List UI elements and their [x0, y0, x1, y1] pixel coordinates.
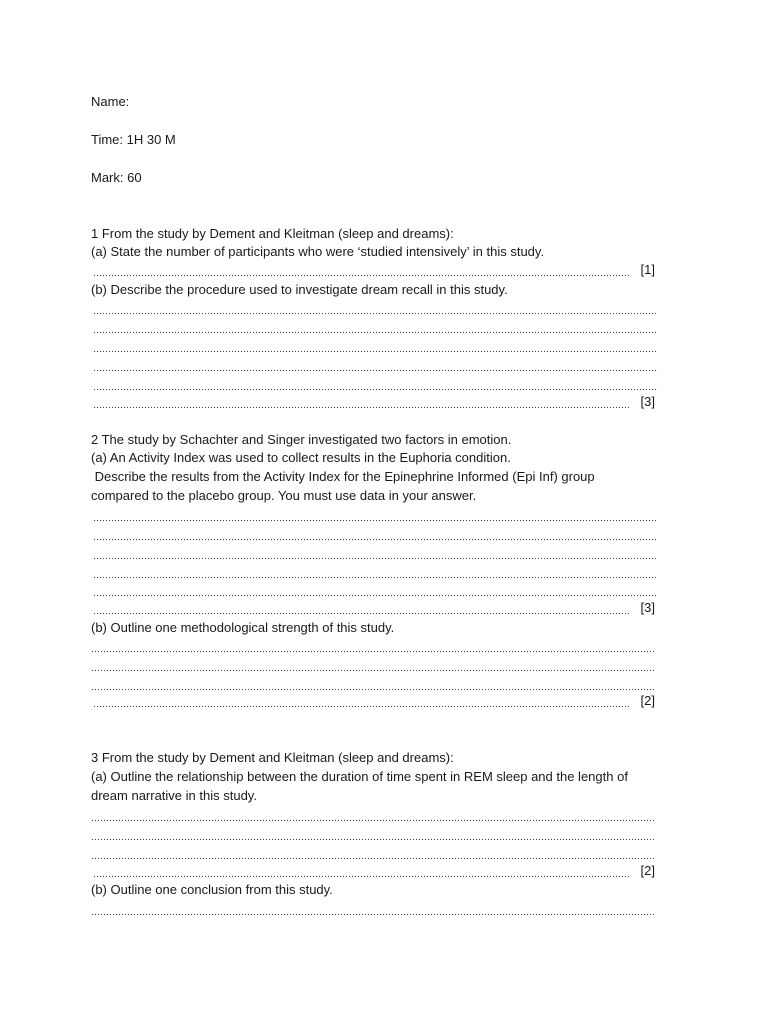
q2a-mark: [3]: [640, 601, 655, 615]
q1-intro: 1 From the study by Dement and Kleitman (sleep and dreams):: [91, 226, 454, 241]
q2b-answer-line[interactable]: [91, 639, 654, 653]
q2a-answer-line[interactable]: [93, 601, 655, 615]
q2b-answer-line[interactable]: [91, 658, 654, 672]
q1b-mark: [3]: [640, 395, 655, 409]
q3a-answer-line[interactable]: [91, 808, 654, 822]
q2a-answer-line[interactable]: [93, 565, 658, 579]
q3b-text: (b) Outline one conclusion from this study.: [91, 882, 333, 897]
q2a-answer-line[interactable]: [93, 546, 658, 560]
q3b-answer-line[interactable]: [91, 902, 654, 916]
mark-label: Mark: 60: [91, 170, 142, 185]
time-label: Time: 1H 30 M: [91, 132, 176, 147]
q3a-text-line1: (a) Outline the relationship between the duration of time spent in REM sleep and the length of: [91, 769, 628, 784]
q1b-answer-line[interactable]: [93, 301, 658, 315]
q2a-text-line1: (a) An Activity Index was used to collect results in the Euphoria condition.: [91, 450, 511, 465]
q2a-answer-line[interactable]: [93, 583, 658, 597]
q2a-answer-line[interactable]: [93, 508, 658, 522]
q1b-answer-line[interactable]: [93, 395, 655, 409]
q2b-text: (b) Outline one methodological strength of this study.: [91, 620, 395, 635]
q1a-mark: [1]: [640, 263, 655, 277]
q3a-mark: [2]: [640, 864, 655, 878]
q3a-text-line2: dream narrative in this study.: [91, 788, 257, 803]
q2a-text-line2: Describe the results from the Activity Index for the Epinephrine Informed (Epi Inf) group: [91, 469, 595, 484]
q3a-answer-line[interactable]: [93, 864, 655, 878]
q3a-answer-line[interactable]: [91, 827, 654, 841]
q1b-answer-line[interactable]: [93, 358, 658, 372]
q1a-text: (a) State the number of participants who were ‘studied intensively’ in this study.: [91, 244, 545, 259]
q1b-answer-line[interactable]: [93, 339, 658, 353]
q1a-answer-line[interactable]: [93, 263, 655, 277]
q2a-text-line3: compared to the placebo group. You must use data in your answer.: [91, 488, 477, 503]
q3-intro: 3 From the study by Dement and Kleitman (sleep and dreams):: [91, 750, 454, 765]
q1b-answer-line[interactable]: [93, 377, 658, 391]
q2b-mark: [2]: [640, 694, 655, 708]
q2-intro: 2 The study by Schachter and Singer investigated two factors in emotion.: [91, 432, 512, 447]
q2b-answer-line[interactable]: [91, 677, 654, 691]
q2a-answer-line[interactable]: [93, 527, 658, 541]
q1b-answer-line[interactable]: [93, 320, 658, 334]
q2b-answer-line[interactable]: [93, 694, 655, 708]
name-label: Name:: [91, 94, 130, 109]
q3a-answer-line[interactable]: [91, 846, 654, 860]
q1b-text: (b) Describe the procedure used to investigate dream recall in this study.: [91, 282, 508, 297]
